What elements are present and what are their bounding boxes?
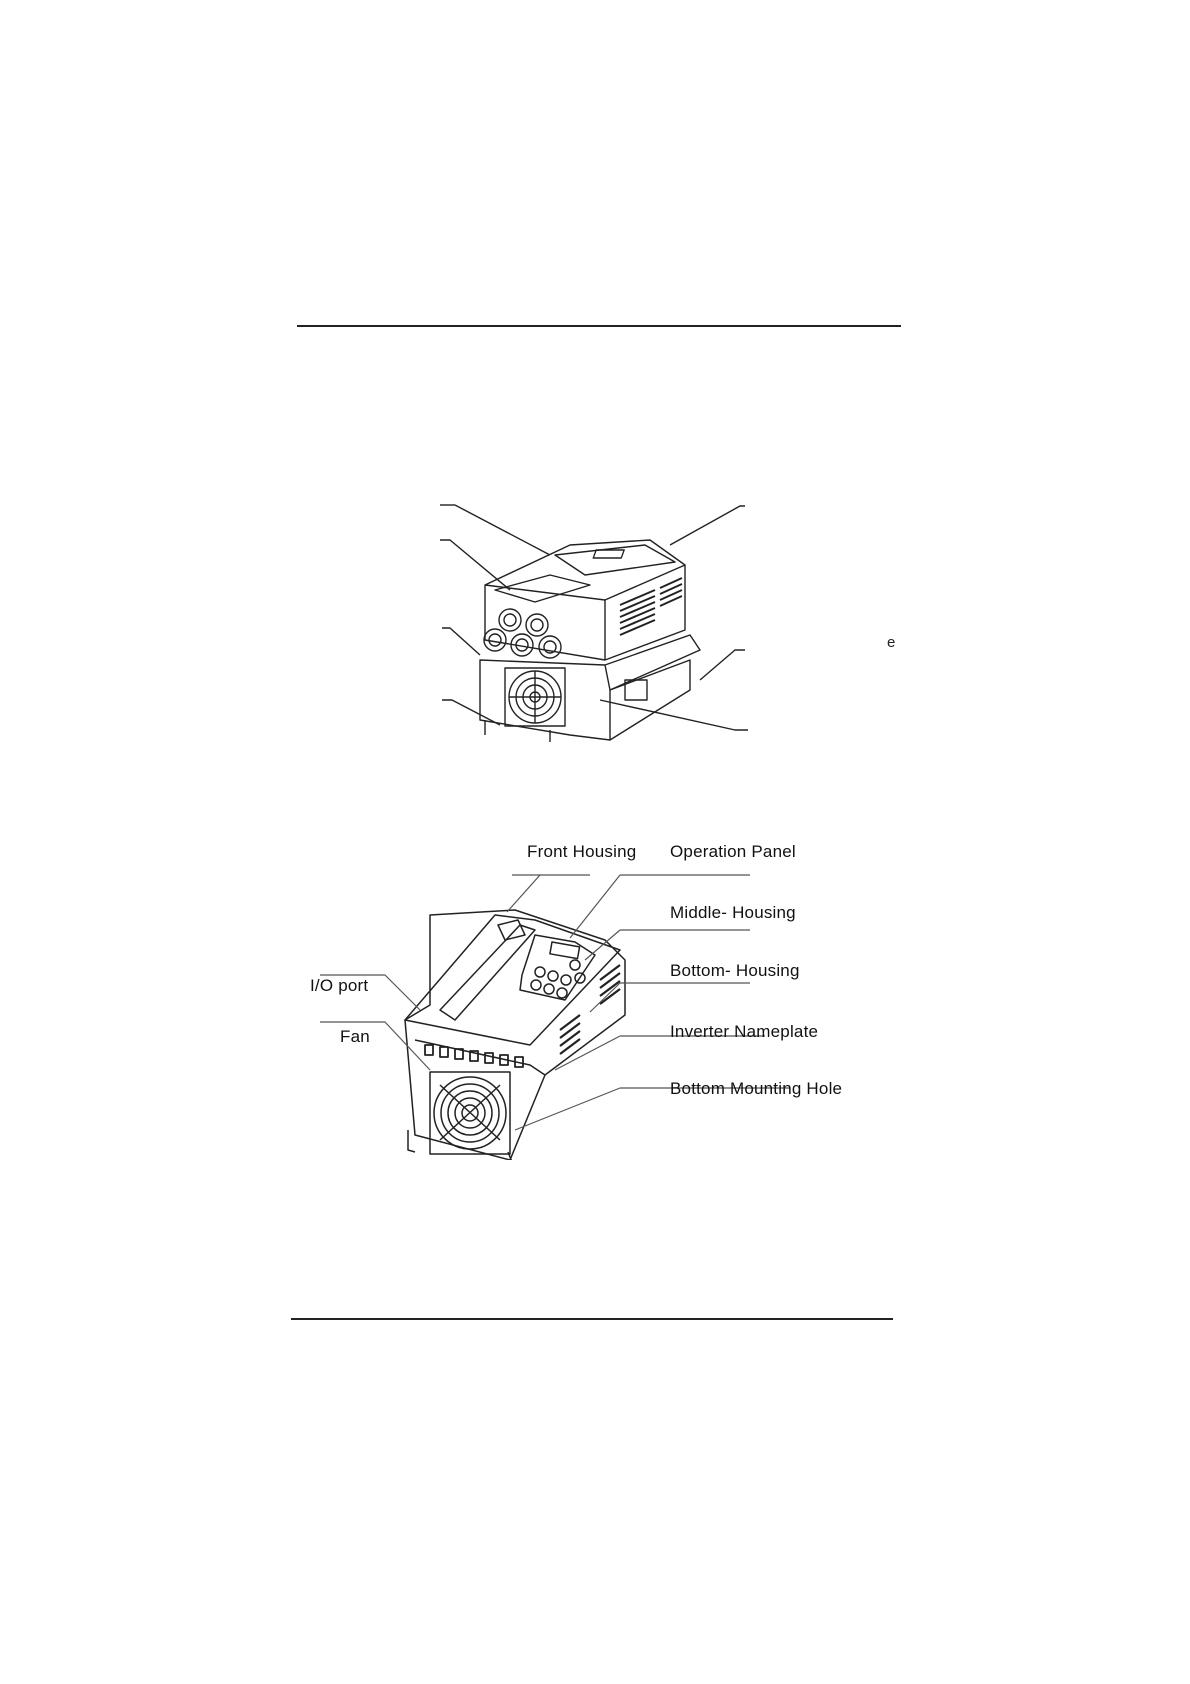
keypad-icon [520,935,595,1000]
vent-grille-icon [620,578,682,635]
label-inverter-nameplate: Inverter Nameplate [670,1022,819,1041]
header-rule [297,325,901,327]
leader-inverter-nameplate [555,1036,765,1070]
housing-bottom-edge [605,665,610,690]
mounting-foot [485,720,550,742]
leader-line [442,628,480,655]
label-io-port: I/O port [310,976,369,995]
io-port-row [425,1045,523,1067]
leader-line [700,650,745,680]
inverter-drawing-bottom-svg [290,830,870,1160]
leader-front-housing-diag [507,875,540,912]
front-housing-face [440,925,535,1020]
inverter-drawing-top [440,490,910,760]
leader-line [455,505,550,555]
housing-top-body [485,540,685,660]
panel-display [593,550,624,558]
label-fan: Fan [340,1027,370,1046]
leader-line [670,506,745,545]
housing-outline [405,910,625,1160]
mounting-foot [408,1130,415,1152]
leader-bottom-housing [590,983,750,1012]
label-bottom-housing: Bottom- Housing [670,961,800,980]
stray-glyph: e [887,634,896,651]
inverter-drawing-bottom [290,830,870,1160]
footer-rule [291,1318,893,1320]
label-operation-panel: Operation Panel [670,842,796,861]
leader-line [600,700,748,730]
inverter-drawing-top-svg [440,490,910,760]
label-middle-housing: Middle- Housing [670,903,796,922]
leader-line [440,540,510,590]
logo-window [498,920,525,940]
io-port-edge [415,1040,545,1075]
fan-icon [505,668,565,726]
label-bottom-mounting-hole: Bottom Mounting Hole [670,1079,843,1098]
leader-fan [320,1022,430,1070]
label-front-housing: Front Housing [527,842,637,861]
